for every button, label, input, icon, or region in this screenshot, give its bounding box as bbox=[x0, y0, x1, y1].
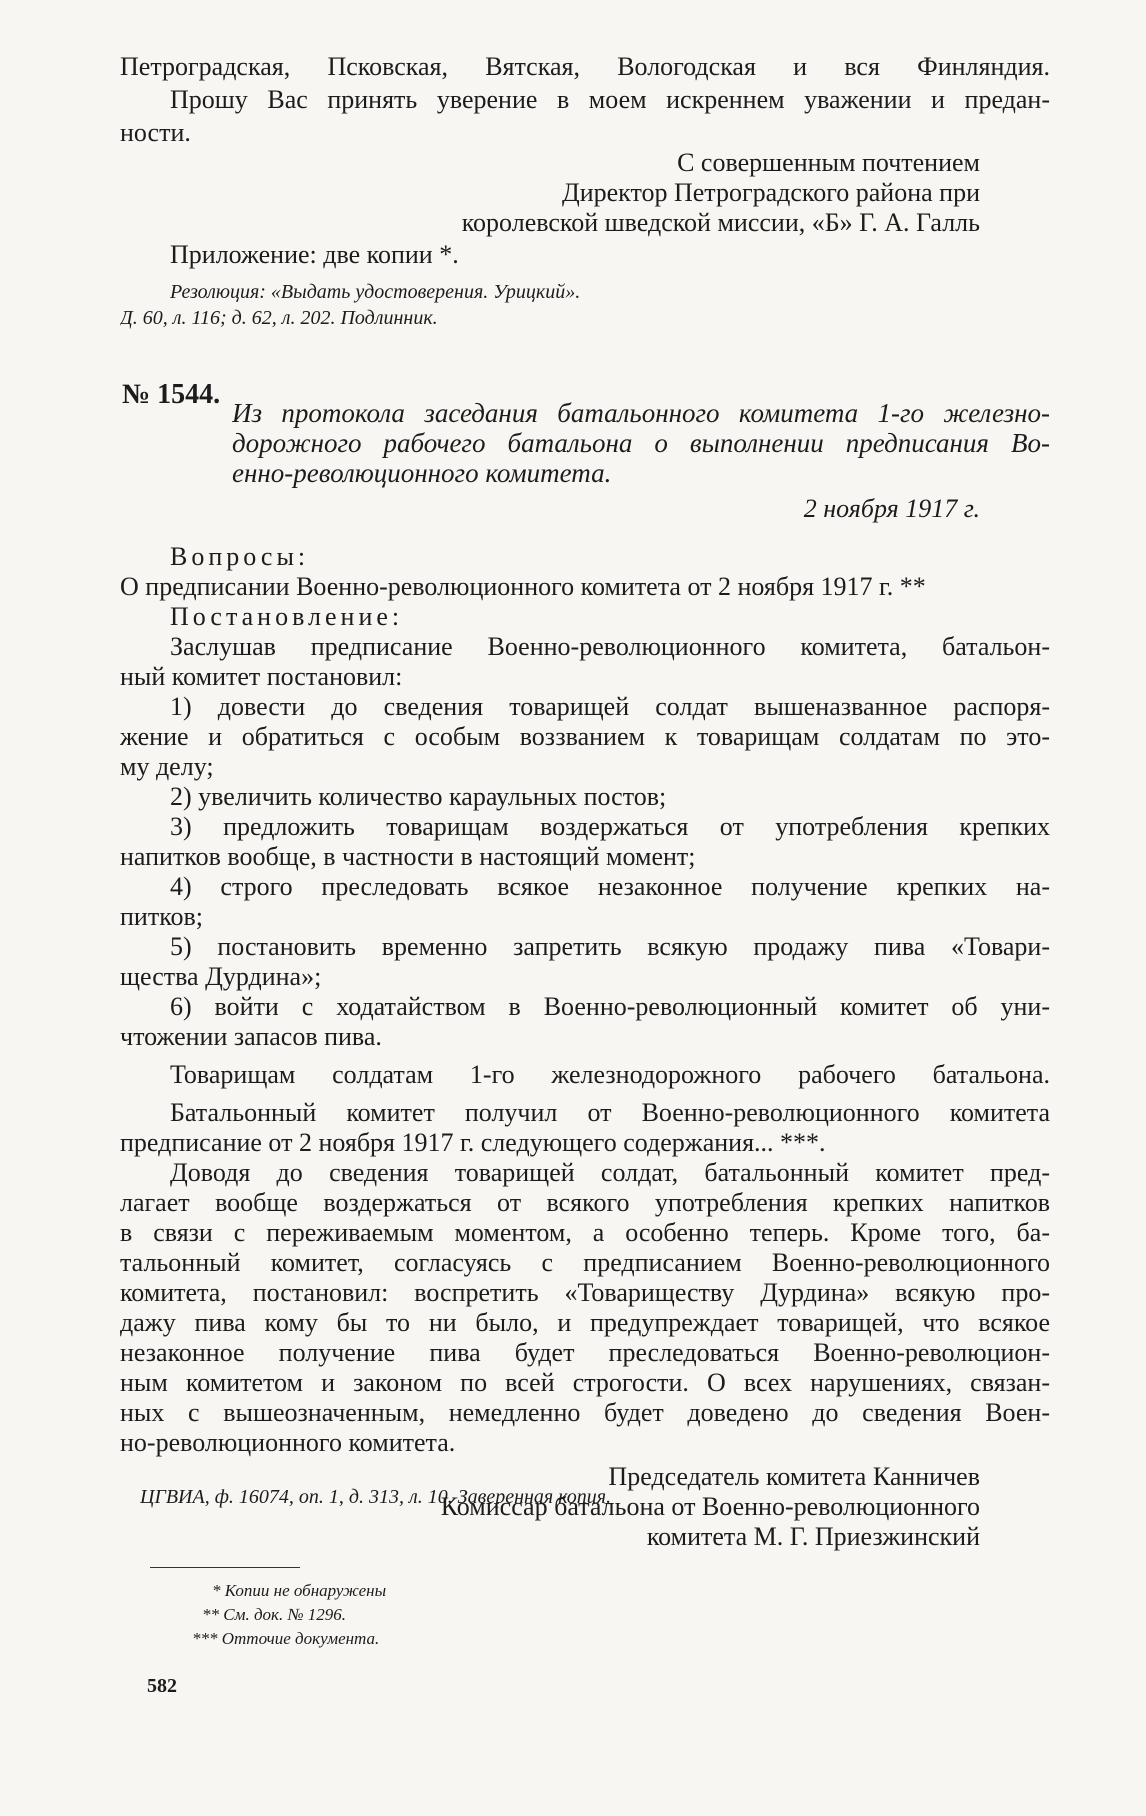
text-line: Заслушав предписание Военно-революционного комитета, батальон- bbox=[170, 632, 1050, 661]
section-label: Вопросы: bbox=[170, 542, 310, 571]
footnote: ** См. док. № 1296. bbox=[202, 1605, 347, 1624]
text-line: чтожении запасов пива. bbox=[120, 1022, 382, 1051]
text-line: му делу; bbox=[120, 752, 214, 781]
footnote-divider bbox=[150, 1567, 300, 1568]
text-line: Петроградская, Псковская, Вятская, Вологодская и вся Финляндия. bbox=[120, 52, 1050, 81]
attachment-note: Приложение: две копии *. bbox=[170, 240, 459, 269]
text-line: 3) предложить товарищам воздержаться от употребления крепких bbox=[170, 812, 1050, 841]
archive-reference: ЦГВИА, ф. 16074, оп. 1, д. 313, л. 10. Заверенная копия. bbox=[140, 1486, 612, 1508]
section-label: Постановление: bbox=[170, 602, 404, 631]
text-line: но-революционного комитета. bbox=[120, 1428, 456, 1457]
page-number: 582 bbox=[147, 1675, 177, 1697]
text-line: лагает вообще воздержаться от всякого употребления крепких напитков bbox=[120, 1188, 1050, 1217]
text-line: щества Дурдина»; bbox=[120, 962, 322, 991]
document-heading: Из протокола заседания батальонного комитета 1-го железно- bbox=[232, 398, 1050, 428]
text-line: 6) войти с ходатайством в Военно-революционный комитет об уни- bbox=[170, 992, 1050, 1021]
signature-line: Комиссар батальона от Военно-революционного bbox=[440, 1492, 980, 1521]
text-line: ных с вышеозначенным, немедленно будет доведено до сведения Воен- bbox=[120, 1398, 1050, 1427]
text-line: ным комитетом и законом по всей строгости. О всех нарушениях, связан- bbox=[120, 1368, 1050, 1397]
text-line: Товарищам солдатам 1-го железнодорожного рабочего батальона. bbox=[170, 1060, 1050, 1089]
text-line: 4) строго преследовать всякое незаконное получение крепких на- bbox=[170, 872, 1050, 901]
text-line: предписание от 2 ноября 1917 г. следующего содержания... ***. bbox=[120, 1128, 826, 1157]
text-line: 1) довести до сведения товарищей солдат вышеназванное распоря- bbox=[170, 692, 1050, 721]
text-line: в связи с переживаемым моментом, а особенно теперь. Кроме того, ба- bbox=[120, 1218, 1050, 1247]
text-line: Батальонный комитет получил от Военно-революционного комитета bbox=[170, 1098, 1050, 1127]
text-line: питков; bbox=[120, 902, 204, 931]
text-line: ности. bbox=[120, 118, 191, 147]
text-line: незаконное получение пива будет преследоваться Военно-революцион- bbox=[120, 1338, 1050, 1367]
signature-line: комитета М. Г. Приезжинский bbox=[646, 1522, 980, 1551]
text-line: Прошу Вас принять уверение в моем искреннем уважении и предан- bbox=[170, 85, 1050, 114]
text-line: 2) увеличить количество караульных постов; bbox=[170, 782, 667, 811]
document-date: 2 ноября 1917 г. bbox=[803, 494, 980, 523]
closing-line: Директор Петроградского района при bbox=[561, 178, 980, 207]
closing-line: С совершенным почтением bbox=[677, 148, 980, 177]
text-line: ный комитет постановил: bbox=[120, 662, 403, 691]
text-line: Доводя до сведения товарищей солдат, батальонный комитет пред- bbox=[170, 1158, 1050, 1187]
footnote: * Копии не обнаружены bbox=[212, 1581, 387, 1600]
text-line: О предписании Военно-революционного комитета от 2 ноября 1917 г. ** bbox=[120, 572, 926, 601]
text-line: комитета, постановил: воспретить «Товариществу Дурдина» всякую про- bbox=[120, 1278, 1050, 1307]
document-heading: дорожного рабочего батальона о выполнении предписания Во- bbox=[232, 428, 1050, 458]
resolution-note: Резолюция: «Выдать удостоверения. Урицкий». bbox=[170, 281, 581, 303]
source-note: Д. 60, л. 116; д. 62, л. 202. Подлинник. bbox=[120, 307, 438, 329]
document-heading: енно-революционного комитета. bbox=[232, 458, 612, 488]
text-line: дажу пива кому бы то ни было, и предупреждает товарищей, что всякое bbox=[120, 1308, 1050, 1337]
text-line: 5) постановить временно запретить всякую продажу пива «Товари- bbox=[170, 932, 1050, 961]
signature-line: Председатель комитета Канничев bbox=[608, 1462, 980, 1491]
text-line: напитков вообще, в частности в настоящий момент; bbox=[120, 842, 696, 871]
text-line: жение и обратиться с особым воззванием к товарищам солдатам по это- bbox=[120, 722, 1050, 751]
document-number: № 1544. bbox=[122, 380, 221, 410]
closing-line: королевской шведской миссии, «Б» Г. А. Галль bbox=[461, 208, 980, 237]
text-line: тальонный комитет, согласуясь с предписанием Военно-революционного bbox=[120, 1248, 1050, 1277]
footnote: *** Отточие документа. bbox=[192, 1629, 380, 1648]
